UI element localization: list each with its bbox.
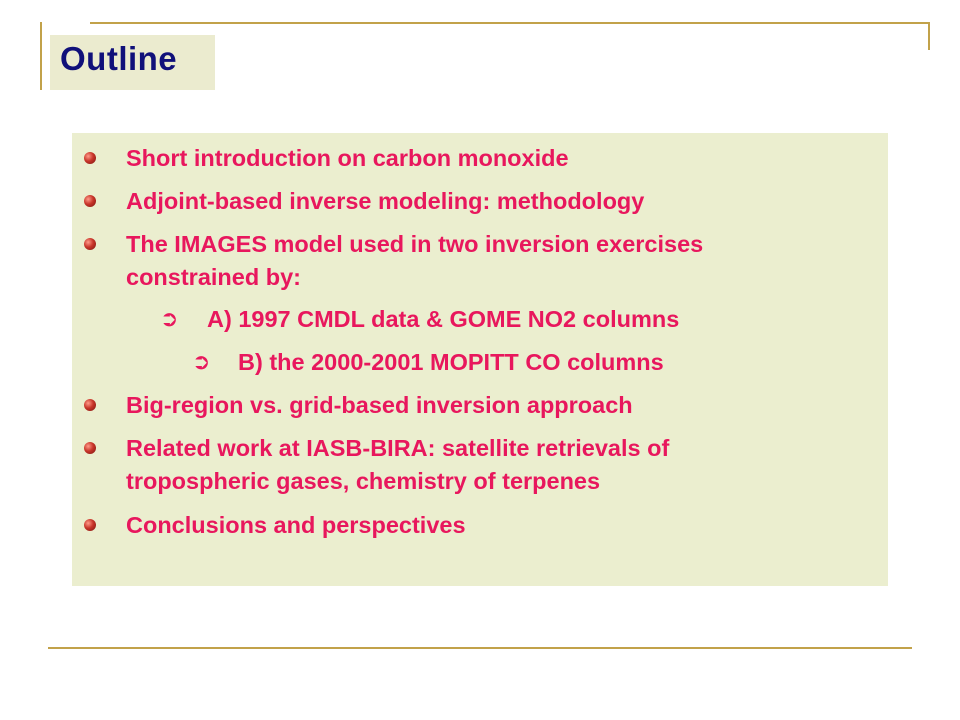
list-item-line2: constrained by: <box>126 264 301 290</box>
bullet-icon <box>84 399 96 411</box>
sub-list-item: B) the 2000-2001 MOPITT CO columns <box>238 349 664 375</box>
bullet-icon <box>84 195 96 207</box>
left-rule <box>40 22 42 90</box>
list-item-line1: Related work at IASB-BIRA: satellite retrievals of <box>126 435 670 461</box>
bottom-rule <box>48 647 912 649</box>
list-item: Big-region vs. grid-based inversion approach <box>126 392 633 418</box>
right-rule <box>928 22 930 50</box>
list-item: Conclusions and perspectives <box>126 512 466 538</box>
arrow-icon: ➲ <box>192 349 211 374</box>
top-rule <box>90 22 930 24</box>
list-item: Adjoint-based inverse modeling: methodology <box>126 188 645 214</box>
list-item: Short introduction on carbon monoxide <box>126 145 569 171</box>
sub-list-item: A) 1997 CMDL data & GOME NO2 columns <box>207 306 680 332</box>
arrow-icon: ➲ <box>160 306 179 331</box>
bullet-icon <box>84 238 96 250</box>
bullet-icon <box>84 442 96 454</box>
list-item-line1: The IMAGES model used in two inversion exercises <box>126 231 704 257</box>
bullet-icon <box>84 519 96 531</box>
bullet-icon <box>84 152 96 164</box>
slide-title: Outline <box>60 40 178 77</box>
list-item-line2: tropospheric gases, chemistry of terpenes <box>126 468 601 494</box>
